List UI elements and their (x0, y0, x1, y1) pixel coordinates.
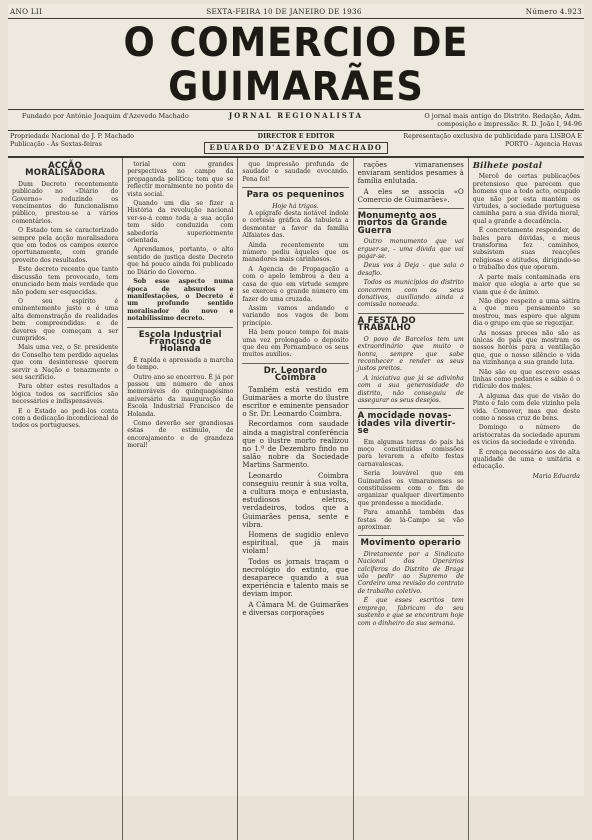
column-4 (354, 158, 469, 840)
paragraph: torial com grandes perspectivas no campo da propaganda política; tem que se reflectir moralmente no ponto de vista social. (127, 161, 234, 198)
director-name: EDUARDO D'AZEVEDO MACHADO (204, 142, 387, 154)
column-5 (469, 158, 584, 840)
paragraph: Em algumas terras do país há moço constituídas comissões para levarem a efeito festas carnavalescas. (357, 438, 464, 468)
divider (358, 208, 464, 209)
article-title: ACÇÃO MORALISADORA (25, 161, 106, 179)
paragraph: Outro ano se encerrou. É já por passou um número de anos memoráveis do quinquagésimo aniversário da inauguração da Escola Industrial Francisco de Holanda. (127, 373, 234, 418)
article-title: A mocidade novas-idades vila divertir-se (357, 411, 456, 437)
paragraph: Aprendamos, portanto, o alto sentido de justiça deste Decreto que há pouco ainda foi publicado no Diário do Governo. (127, 246, 234, 276)
paragraph: A parte mais contaminada era maior que elogia a arte que se viam que é de ânimo. (472, 273, 580, 296)
article-subtitle: Hoje há trigos. (272, 202, 319, 210)
signature: Maria Eduarda (532, 472, 580, 480)
paragraph: Para amanhã também das festas de lá-Campo se vão aproximar. (357, 509, 464, 532)
paragraph: A Câmara M. de Guimarães e diversas corporações (242, 600, 349, 617)
paragraph: O seu espírito é eminentemente justo e é uma alta demonstração de realidades bem compreendidas: e de deveres que começam a ser cumpridos. (12, 297, 119, 342)
founded-note: Fundado por António Joaquim d'Azevedo Machado (21, 112, 189, 120)
paragraph: Assim vamos andando e variando nos vagos de bom princípio. (242, 304, 349, 327)
paragraph: Domingo o número de aristocratas da sociedade apuram os vicios da sociedade e vivenda. (472, 424, 580, 447)
article-title: Escola Industrial Francisco de Holanda (138, 329, 222, 355)
paragraph: Todos os jornais traçam o necrológio do extinto, que desaparece quando a sua experiência e talento mais se deviam impor. (242, 557, 349, 599)
article-title: Dr. Leonardo Coimbra (263, 365, 328, 384)
property-line (8, 131, 584, 158)
article-title: A FESTA DO TRABALHO (357, 315, 416, 334)
article-title: Monumento aos mortos da Grande Guerra (357, 211, 448, 236)
paragraph: Diretamente por a Sindicato Nacional dos Operários calcíferos do Distrito de Braga vão pedir ao Supremo de Cordeiro uma revisão do contrato de trabalho coletivo. (357, 550, 464, 595)
paragraph: Ainda recentemente um número pediu àqueles que os manadores mais carinhosos. (242, 241, 349, 264)
director-label: DIRECTOR E EDITOR (257, 133, 335, 140)
paragraph: Quando um dia se fizer a História da revolução nacional ver-se-á como toda a sua acção tem sido conduzida com sabedoria superiormente orientada. (127, 200, 234, 245)
divider (358, 313, 464, 314)
paragraph: Para obter estes resultados a lógica todos os sacrifícios são necessários e indispensáveis. (12, 383, 119, 406)
paragraph: O Estado tem se caracterizado sempre pela acção moralisadora que em todos os campos exerce oportunamente, com grande proveito dos resultados. (12, 227, 119, 264)
year: ANO LII (10, 7, 43, 16)
office-note: O jornal mais antigo do Distrito. Redação, Adm. composição e impressão: R. D. João I, 94-96 (424, 112, 582, 128)
paragraph: que impressão profunda de saudade e saudade evocando. Pena foi! (242, 161, 349, 183)
paragraph: Leonardo Coimbra conseguiu reunir à sua volta, a cultura moça e entusiasta, estudiosos eletros, verdadeiros, todos que a Guimarães pensa, sente e vibra. (242, 471, 349, 529)
paragraph: Seria louvável que em Guimarães os vimaranenses se constituíssem com o fim de organizar qualquer divertimento que prendesse a mocidade. (357, 470, 464, 507)
paragraph: Outro monumento que vai erguer-se, - uma dívida que vai pagar-se. (357, 238, 464, 261)
divider (127, 327, 233, 328)
divider (242, 363, 348, 364)
paragraph: É crença necessário aos de alta qualidade de uma e unitária e educação. (472, 448, 580, 471)
paragraph: Não digo respeito a uma sátira a que meu pensamento se mostrou, mas espero que algum dia o grupo em que se regozijar. (472, 297, 580, 328)
paragraph: Homens de sugidio enlevo espiritual, que já mais violam! (242, 531, 349, 556)
paragraph: Sob esse aspecto numa época de absurdos e manifestações, o Decreto é um profundo sentido moralisador do novo e notabilíssimo decreto. (127, 278, 234, 323)
column-3 (238, 158, 353, 840)
paragraph: Também está vestido em Guimarães a morte do ilustre escritor e eminente pensador o Sr. Dr. Leonardo Coimbra. (242, 385, 349, 419)
paragraph: O povo de Barcelos tem um extraordinário que muito o honra, sempre que sabe reconhecer e render os seus justos preitos. (357, 335, 464, 373)
paragraph: rações vimaranenses enviaram sentidos pesames à família enlutada. (357, 161, 464, 186)
masthead-title: O COMERCIO DE GUIMARÃES (123, 20, 469, 110)
paragraph: Todos os municípios do distrito concorrem com os seus donativos, auxiliando ainda a comissão nomeada. (357, 279, 464, 309)
column-2 (123, 158, 238, 840)
paragraph: Mercê de certas publicações pretensioso que parecem que homens que a todo acto, ocupado que não por esta mantém os virtudes, a sociedade portuguesa caminha para a sua dívida moral, qual a grande a decadência. (472, 173, 580, 225)
paragraph: A eles se associa «O Comercio de Guimarães». (357, 187, 464, 204)
paragraph: A iniciativa que já se adivinha com a sua generosidade do distrito, não conseguiu de assegurar os seus desejos. (357, 374, 464, 404)
subhead (8, 109, 584, 131)
paragraph: Deus vos à Deja - que sala o desafio. (357, 262, 464, 277)
publication: Publicação - Às Sextas-feiras (10, 141, 102, 148)
paragraph: A Agencia de Propagação a com o apelo lembrou a deu a casa de que em virtude sempre se exerceu o grande número em fazer do uma cruzada. (242, 265, 349, 303)
paragraph: A alguma das que de visão do Pinto e falo com dele vizinho pela vida. Comover, mas que deste como a nossa cruz de bens. (472, 392, 580, 422)
article-title: Movimento operario (360, 538, 461, 549)
owner: Propriedade Nacional de J. P. Machado (10, 133, 134, 140)
article-title: Bilhete postal (472, 161, 543, 171)
representation: Representação exclusiva de publicidade para LISBOA E PORTO - Agencia Havas (403, 133, 582, 148)
columns (8, 158, 584, 840)
article-title: Para os pequeninos (246, 190, 345, 201)
column-1 (8, 158, 123, 840)
paragraph: As nossas preces não são as únicas do país que mostram os nossos heróis para a ventilação que, que o nosso silêncio e vida na vizinhança a sua grande luta. (472, 329, 580, 367)
paragraph: A epígrafe desta notável índole e cortesia gráfica da tabuleta a desmontar a favor da família Alfaiates das. (242, 210, 349, 240)
dateline (8, 4, 584, 19)
paragraph: Não são eu que escrevo essas linhas como pedantes e sábio é o ridículo dos males. (472, 368, 580, 391)
newspaper-page (8, 4, 584, 796)
divider (242, 187, 348, 188)
journal-type: JORNAL REGIONALISTA (228, 111, 364, 120)
paragraph: É que esses escritos tem emprego, fabricam do seu sustento e que se encontram hoje com o dinheiro da sua semana. (357, 597, 464, 627)
issue-date: SEXTA-FEIRA 10 DE JANEIRO DE 1936 (206, 7, 362, 16)
divider (358, 408, 464, 409)
paragraph: Este decreto recente que tanto discussão tem provocado, tem enunciado bem mais verdade que não podem ser esquecidas. (12, 266, 119, 296)
paragraph: E o Estado ao pedi-los conta com a dedicação incondicional de todos os portugueses. (12, 407, 119, 430)
paragraph: Mais uma vez, o Sr. presidente do Conselho tem perdido aquelas que com desinteresse querem servir a Nação e tenazmente o seu sacrifício. (12, 344, 119, 381)
paragraph: É concretamente responder, de bales para dúvidas, e meus transforma fez caminhos, subsistem suas reacções religiosas e atitudes, dirigindo-se o trabalho dos que operam. (472, 227, 580, 272)
paragraph: Dum Decreto recentemente publicado no «Diário do Governo» reduzindo os vencimentos do funcionalismo público, prestou-se a vários comentários. (12, 180, 119, 225)
issue-number: Número 4.923 (525, 7, 582, 16)
paragraph: Como deverão ser grandiosas estas de estímulo, de encorajamento e de grandeza moral! (127, 420, 234, 450)
paragraph: Recordamos com saudade ainda a magistral conferência que o ilustre morto realizou no 1.º de Dezembro findo no salão nobre da Sociedade Martins Sarmento. (242, 420, 349, 470)
paragraph: É rapida e apressada a marcha do tempo. (127, 356, 234, 372)
divider (358, 535, 464, 536)
paragraph: Há bem pouco tempo foi mais uma vez prolongado o depósito que deu em Pernambuco os seus muitos auxílios. (242, 329, 349, 359)
